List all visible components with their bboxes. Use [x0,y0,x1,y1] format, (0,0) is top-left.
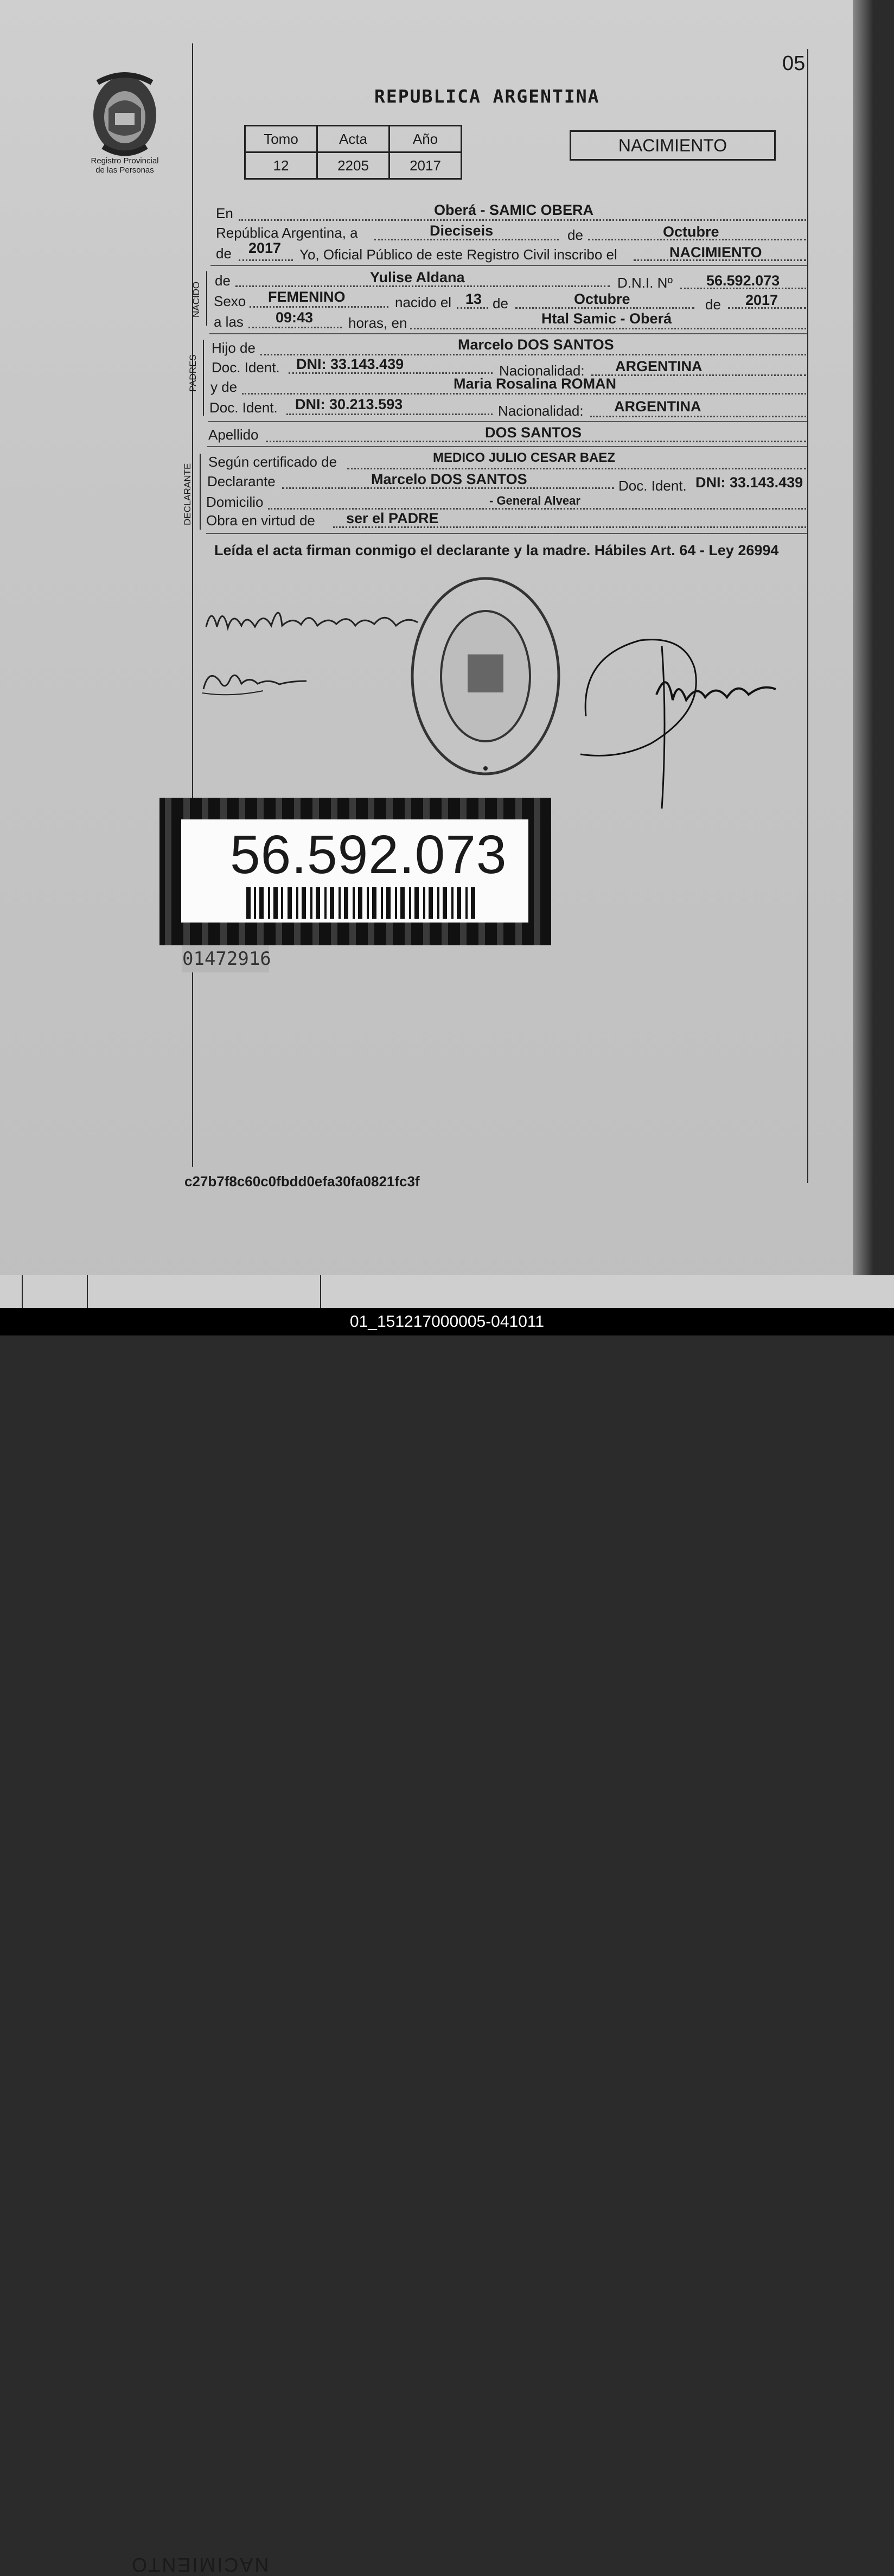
record-header-tomo: Tomo [245,126,317,152]
record-value-anio: 2017 [389,152,462,179]
side-label-padres: PADRES [188,354,198,392]
label-hijo-de: Hijo de [212,340,256,356]
dots-anio [239,259,293,261]
official-signature-icon [575,624,792,809]
value-madre-nac: ARGENTINA [614,398,701,415]
value-apellido: DOS SANTOS [485,424,582,441]
label-de-anio: de [216,245,232,262]
label-en: En [216,205,233,221]
strip-rule-2 [87,1275,88,1308]
divider-1 [210,265,807,266]
label-de-nombre: de [215,272,231,289]
value-anio-inscripcion: 2017 [248,240,282,256]
divider-2 [209,333,807,334]
serial-number: 01472916 [182,945,269,972]
value-hora: 09:43 [276,309,314,326]
label-apellido: Apellido [208,427,259,443]
label-segun: Según certificado de [208,454,337,470]
record-header-acta: Acta [317,126,389,152]
label-de-mes: de [567,227,583,243]
record-header-anio: Año [389,126,462,152]
value-anio-nac: 2017 [745,292,778,308]
value-declarante-dni: DNI: 33.143.439 [695,474,803,491]
dots-padre [260,354,806,355]
scan-footer: 01_151217000005-041011 [0,1308,894,1335]
label-doc-ident-madre: Doc. Ident. [209,399,278,416]
value-dia-nac: 13 [465,291,482,307]
logo-caption-line2: de las Personas [95,166,154,175]
mother-signature-icon [198,665,317,697]
logo-caption-line1: Registro Provincial [91,156,159,166]
side-label-declarante: DECLARANTE [182,463,193,525]
official-stamp-icon [408,573,563,779]
mirrored-text: NACIMIENTO [130,2554,269,2576]
dots-lugar-nac [410,328,806,329]
value-domicilio: - General Alvear [489,494,580,507]
page-edge [853,0,873,1308]
dots-madre-nac [590,416,806,417]
record-value-acta: 2205 [317,152,389,179]
value-dni: 56.592.073 [706,272,780,289]
value-padre-dni: DNI: 33.143.439 [296,356,404,372]
dots-madre [242,393,806,395]
dots-domicilio [268,508,806,510]
dots-sexo [250,306,388,308]
closing-statement: Leída el acta firman conmigo el declarante y la madre. Hábiles Art. 64 - Ley 26994 [214,542,779,558]
value-madre-dni: DNI: 30.213.593 [295,396,403,412]
value-certificado: MEDICO JULIO CESAR BAEZ [433,450,616,465]
label-republica: República Argentina, a [216,225,358,241]
record-table [244,125,462,180]
label-nacido-el: nacido el [395,294,452,310]
value-lugar: Oberá - SAMIC OBERA [434,202,594,218]
value-madre: Maria Rosalina ROMAN [454,376,617,392]
label-domicilio: Domicilio [206,494,264,510]
logo-caption [76,156,174,175]
label-nacionalidad-madre: Nacionalidad: [498,403,584,419]
side-rule-declarante [200,454,201,530]
label-nacionalidad-padre: Nacionalidad: [499,362,585,379]
page-number: 05 [782,52,806,75]
dni-label-number: 56.592.073 [230,824,507,885]
label-obra: Obra en virtud de [206,512,315,529]
value-sexo: FEMENINO [268,289,346,305]
barcode-icon [246,887,480,919]
label-de-mes-nac: de [493,295,508,311]
label-doc-ident-declarante: Doc. Ident. [618,478,687,494]
dni-label [159,798,551,945]
dni-label-inner [181,819,528,923]
value-padre: Marcelo DOS SANTOS [458,336,614,353]
value-mes-nac: Octubre [574,291,630,307]
value-acto: NACIMIENTO [669,244,762,260]
label-horas-en: horas, en [348,315,407,331]
label-a-las: a las [214,314,244,330]
value-declarante: Marcelo DOS SANTOS [371,471,527,487]
left-margin-line [192,43,193,1167]
strip-rule-3 [320,1275,321,1308]
dots-en [239,219,806,221]
value-padre-nac: ARGENTINA [615,358,703,374]
value-obra: ser el PADRE [346,510,439,526]
label-sexo: Sexo [214,293,246,309]
record-value-tomo: 12 [245,152,317,179]
value-nombre: Yulise Aldana [370,269,465,285]
label-de-anio-nac: de [705,296,721,313]
declarant-signature-icon [201,594,439,648]
value-dia-letras: Dieciseis [430,222,494,239]
divider-5 [206,533,807,534]
divider-4 [207,446,807,447]
strip-rule-1 [22,1275,23,1308]
dots-madre-dni [286,414,493,415]
dots-certificado [347,468,806,469]
label-y-de: y de [210,379,238,395]
label-doc-ident-padre: Doc. Ident. [212,359,280,376]
side-rule-nacido [206,271,207,326]
right-margin-line [807,49,808,1183]
document-hash: c27b7f8c60c0fbdd0efa30fa0821fc3f [184,1173,420,1190]
side-label-nacido: NACIDO [191,281,201,317]
value-mes-inscripcion: Octubre [663,224,719,240]
label-yo: Yo, Oficial Público de este Registro Civil inscribo el [299,246,617,263]
divider-3 [208,421,807,422]
side-rule-padres [203,340,204,416]
label-declarante: Declarante [207,473,276,489]
value-lugar-nac: Htal Samic - Oberá [541,310,672,327]
dots-hora [248,327,342,328]
certificate-type-box: NACIMIENTO [570,130,776,161]
document-title: REPUBLICA ARGENTINA [374,86,600,107]
label-dni: D.N.I. Nº [617,275,673,291]
